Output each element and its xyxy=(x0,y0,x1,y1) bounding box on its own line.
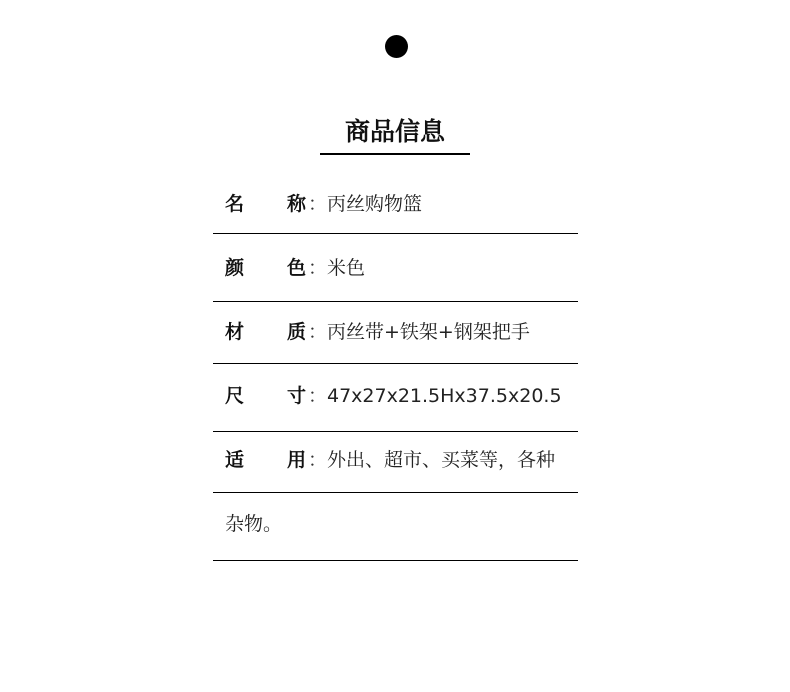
info-row-usage xyxy=(213,447,578,473)
row-value: 外出、超市、买菜等，各种 xyxy=(327,449,556,471)
row-divider xyxy=(213,431,578,432)
row-colon: ： xyxy=(308,449,328,471)
row-label-char-2: 寸 xyxy=(287,385,307,407)
row-divider xyxy=(213,492,578,493)
info-row-size xyxy=(213,383,578,409)
row-colon: ： xyxy=(308,385,328,407)
row-colon: ： xyxy=(308,193,328,215)
row-value: 丙丝带+铁架+钢架把手 xyxy=(327,321,530,343)
row-divider xyxy=(213,233,578,234)
row-value: 47x27x21.5Hx37.5x20.5 xyxy=(327,385,562,407)
row-label-char-2: 用 xyxy=(287,449,307,471)
row-value: 丙丝购物篮 xyxy=(327,193,423,215)
row-divider xyxy=(213,560,578,561)
row-divider xyxy=(213,363,578,364)
row-divider xyxy=(213,301,578,302)
hang-tag-hole xyxy=(385,35,408,58)
row-label-char-2: 称 xyxy=(287,193,307,215)
info-row-usage-continued xyxy=(213,511,578,537)
title-underline xyxy=(320,153,470,155)
row-label-char-1: 适 xyxy=(225,449,245,471)
row-colon: ： xyxy=(308,321,328,343)
row-label-char-1: 材 xyxy=(225,321,245,343)
page-title: 商品信息 xyxy=(344,117,445,146)
info-row-name xyxy=(213,191,578,217)
info-row-color xyxy=(213,255,578,281)
row-value: 米色 xyxy=(327,257,366,279)
row-label-char-1: 名 xyxy=(225,193,245,215)
row-label-char-1: 颜 xyxy=(225,257,245,279)
row-colon: ： xyxy=(308,257,328,279)
row-label-char-1: 尺 xyxy=(225,385,245,407)
row-label-char-2: 色 xyxy=(287,257,307,279)
info-row-material xyxy=(213,319,578,345)
row-label-char-2: 质 xyxy=(287,321,307,343)
row-continuation-text: 杂物。 xyxy=(225,513,283,535)
